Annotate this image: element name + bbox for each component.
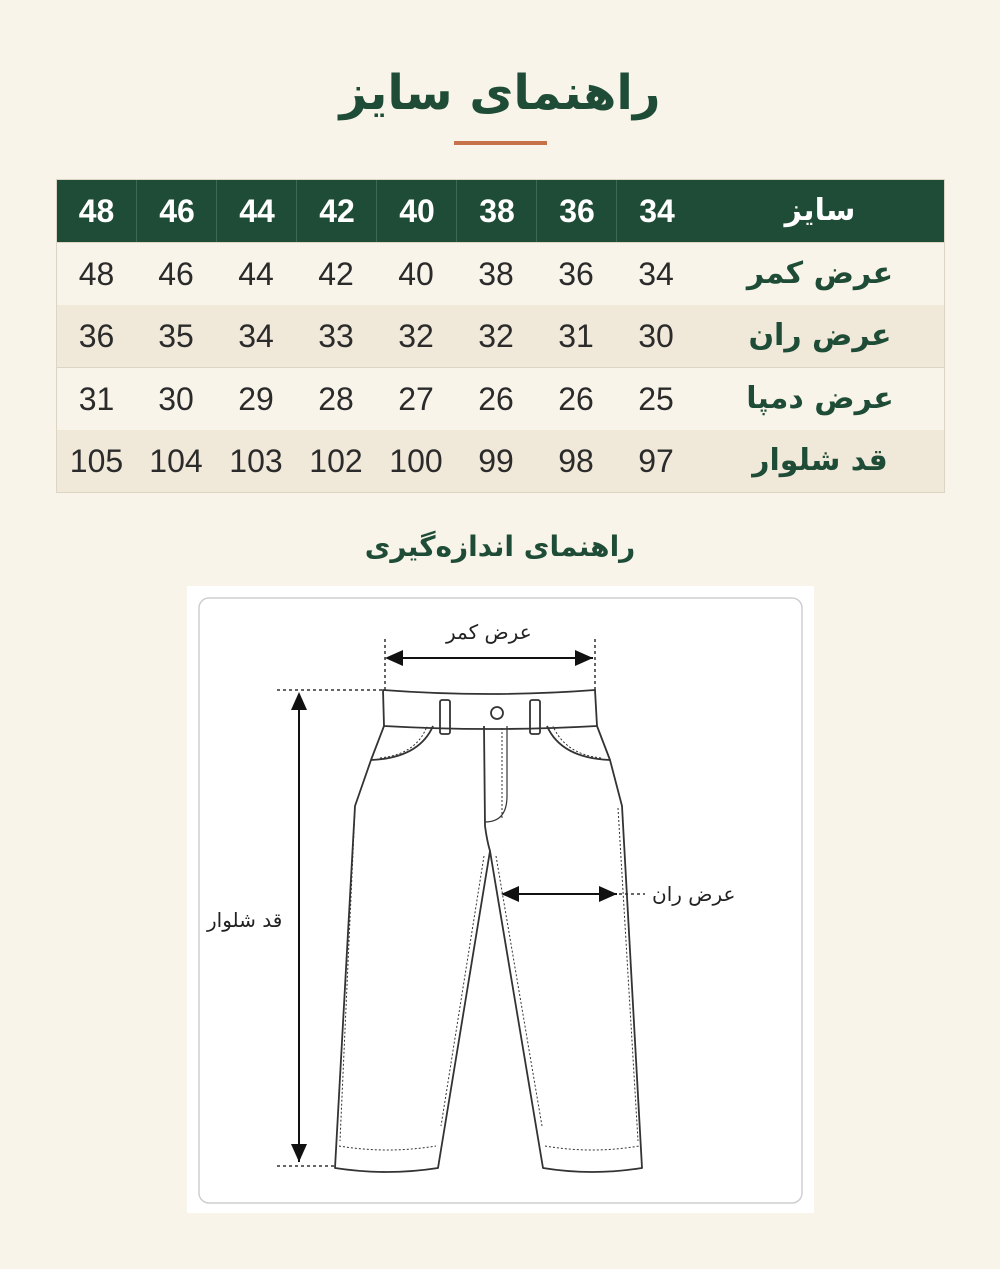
table-cell: 36 [558,256,594,292]
table-cell: 42 [318,256,354,292]
header-size-cell: 48 [78,193,115,229]
table-cell: 25 [638,381,674,417]
table-cell: 103 [229,443,283,479]
table-header-row [57,180,944,242]
table-cell: 29 [238,381,274,417]
table-cell: 102 [309,443,363,479]
table-cell: 40 [398,256,434,292]
table-cell: 31 [78,381,115,417]
table-cell: 34 [638,256,674,292]
table-cell: 31 [558,318,594,354]
measurement-diagram [187,586,814,1213]
row-divider [57,367,944,368]
table-cell: 32 [398,318,434,354]
header-size-cell: 36 [536,180,617,242]
table-row [57,430,944,492]
table-cell: 38 [478,256,514,292]
header-size-cell: 38 [456,180,537,242]
table-cell: 26 [558,381,594,417]
table-cell: 105 [69,443,124,479]
table-cell: 32 [478,318,514,354]
table-cell: 27 [398,381,434,417]
table-cell: 30 [158,381,194,417]
row-label-waist: عرض کمر [746,256,894,291]
header-size-cell: 40 [376,180,457,242]
table-cell: 36 [78,318,115,354]
header-size-cell: 44 [216,180,297,242]
table-cell: 34 [238,318,274,354]
thigh-label: عرض ران [652,882,736,906]
row-label-hem: عرض دمپا [746,381,894,416]
table-cell: 28 [318,381,354,417]
table-cell: 100 [389,443,443,479]
row-divider [57,242,944,243]
header-size-cell: 34 [616,180,697,242]
length-label: قد شلوار [207,908,283,932]
table-cell: 99 [478,443,514,479]
table-cell: 26 [478,381,514,417]
header-label: سایز [784,193,856,228]
table-cell: 35 [158,318,194,354]
table-cell: 48 [78,256,115,292]
table-cell: 30 [638,318,674,354]
table-cell: 97 [638,443,674,479]
table-cell: 44 [238,256,274,292]
measurement-guide-title: راهنمای اندازه‌گیری [364,530,636,563]
table-row [57,305,944,367]
table-cell: 46 [158,256,194,292]
header-size-cell: 42 [296,180,377,242]
header-size-cell: 46 [136,180,217,242]
waist-label: عرض کمر [446,620,532,644]
row-label-thigh: عرض ران [748,318,892,353]
row-label-length: قد شلوار [752,443,888,478]
table-cell: 104 [149,443,203,479]
table-cell: 33 [318,318,354,354]
size-table [56,179,945,493]
title-underline [454,141,547,145]
page-title: راهنمای سایز [339,65,661,121]
table-row [57,243,944,305]
table-row [57,368,944,430]
table-cell: 98 [558,443,594,479]
